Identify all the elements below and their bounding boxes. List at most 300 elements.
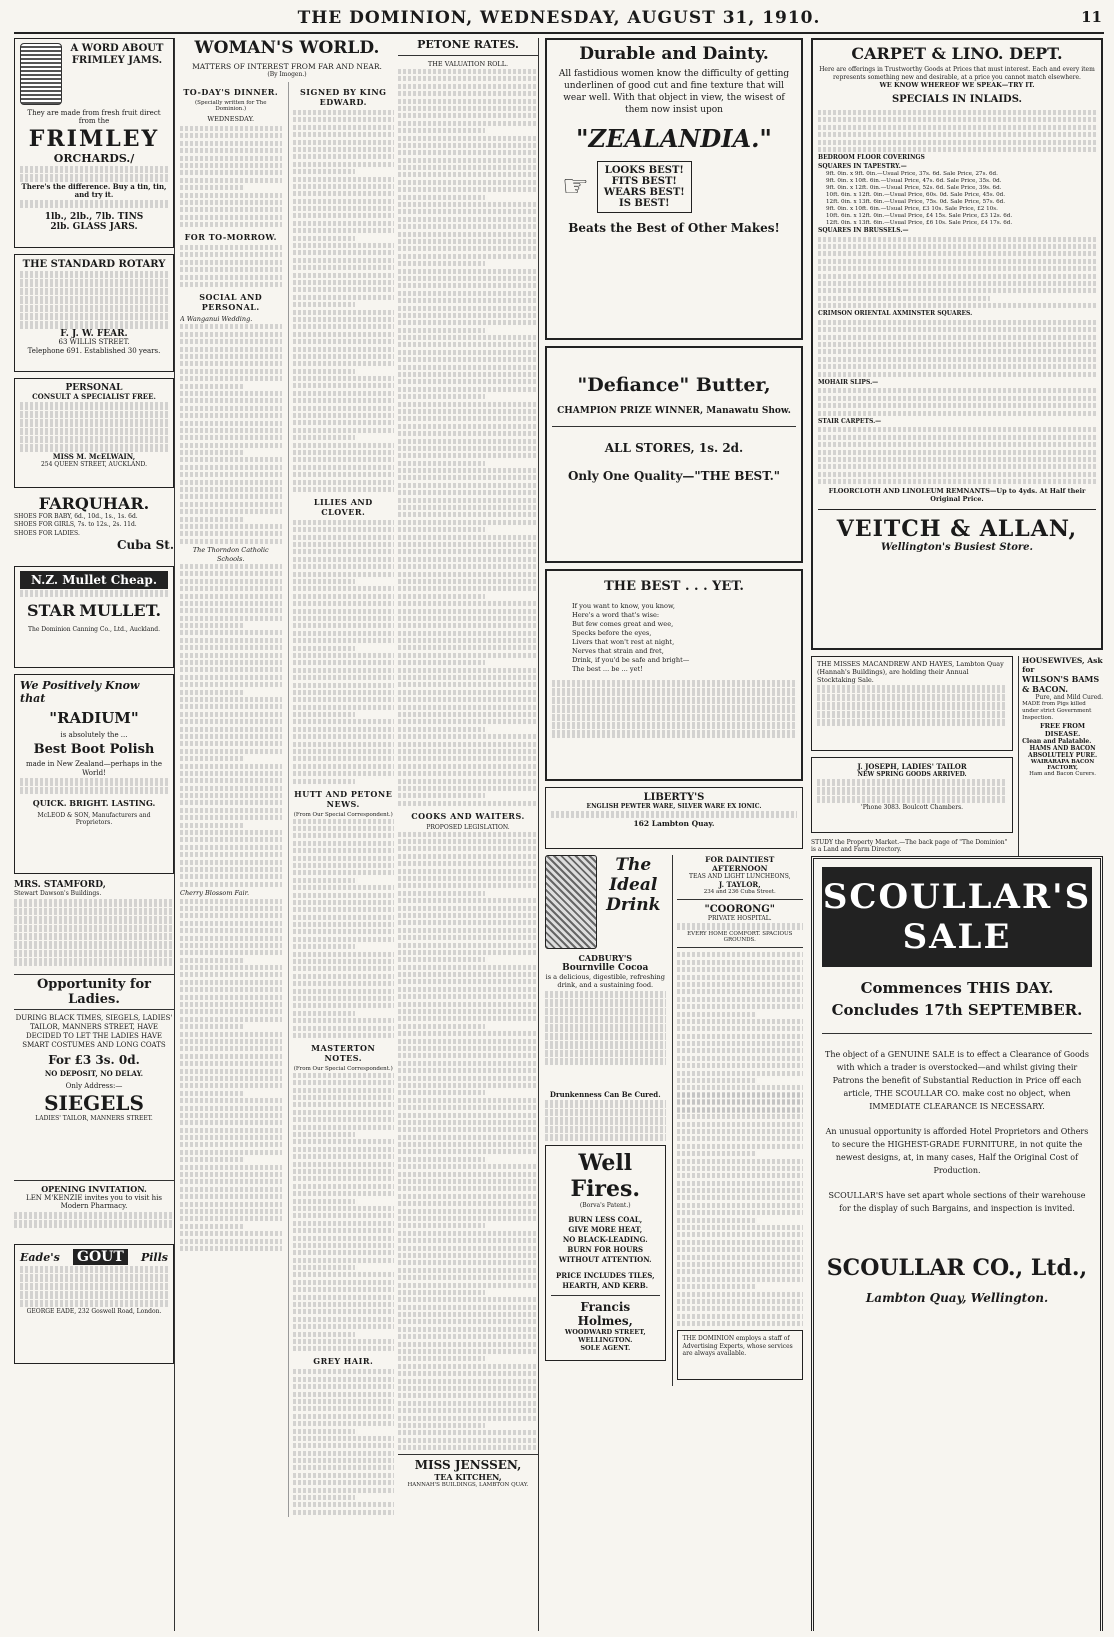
farquhar-street: Cuba St. [116, 538, 174, 553]
tailor-sub: NEW SPRING GOODS ARRIVED. [857, 771, 967, 778]
wilson-made: MADE from Pigs killed under strict Government Inspection. [1022, 701, 1092, 721]
text-line [293, 302, 356, 307]
text-line [398, 291, 538, 296]
text-line [398, 402, 538, 407]
text-line [293, 487, 395, 492]
well-point-4: BURN FOR HOURS WITHOUT ATTENTION. [558, 1245, 652, 1265]
text-line [293, 1125, 395, 1130]
text-line [398, 979, 538, 984]
wilson-sub: Pure, and Mild Cured. [1035, 694, 1103, 701]
petone-sub: THE VALUATION ROLL. [427, 60, 509, 68]
text-line [398, 69, 538, 74]
jenssen-ad [398, 1454, 538, 1488]
text-line [677, 1218, 755, 1223]
text-line [180, 185, 243, 190]
text-line [398, 727, 485, 732]
text-line [293, 989, 395, 994]
text-line [293, 1458, 395, 1463]
text-line [293, 638, 395, 643]
text-line [180, 1216, 282, 1221]
text-line [398, 1083, 538, 1088]
text-line [180, 1172, 282, 1177]
text-line [293, 110, 395, 115]
carpet-price-row: 12ft. 0in. x 13ft. 6in.—Usual Price, 75s. 0d. Sale Price, 57s. 6d. [826, 199, 1006, 206]
holmes-agent: SOLE AGENT. [580, 1344, 631, 1353]
carpet-mohair: MOHAIR SLIPS.— [818, 379, 879, 386]
text-line [180, 245, 282, 250]
text-line [398, 1201, 538, 1206]
text-line [398, 734, 538, 739]
text-line [180, 141, 282, 146]
text-line [398, 1031, 538, 1036]
text-line [180, 163, 282, 168]
text-line [677, 1151, 755, 1156]
text-line [677, 1099, 803, 1104]
dinner-sub: (Specially written for The Dominion.) [195, 100, 267, 112]
text-line [293, 572, 395, 577]
text-line [398, 609, 538, 614]
text-line [293, 734, 395, 739]
text-line [677, 1269, 803, 1274]
text-line [398, 150, 538, 155]
text-line [293, 1243, 395, 1248]
text-line [398, 1090, 485, 1095]
text-line [293, 324, 395, 329]
text-line [398, 1416, 538, 1421]
text-line [818, 464, 1096, 469]
carpet-specials: SPECIALS IN INLAIDS. [891, 94, 1023, 105]
text-line [398, 1268, 538, 1273]
text-line [398, 1319, 538, 1324]
text-line [398, 1290, 485, 1295]
text-line [677, 1122, 803, 1127]
zealandia-tag: Beats the Best of Other Makes! [568, 221, 780, 235]
text-line [180, 594, 282, 599]
text-line [293, 1176, 395, 1181]
signed-text [293, 110, 395, 492]
text-line [180, 690, 243, 695]
text-line [677, 1159, 803, 1164]
text-line [180, 487, 282, 492]
text-line [398, 505, 538, 510]
text-line [398, 549, 538, 554]
text-line [293, 653, 395, 658]
text-line [293, 1287, 395, 1292]
text-line [677, 1041, 803, 1046]
best-line: But few comes great and wee, [572, 620, 674, 628]
text-line [398, 564, 538, 569]
well-fires-ad [545, 1145, 666, 1361]
text-line [180, 845, 282, 850]
masthead [14, 6, 1104, 34]
text-line [180, 958, 243, 963]
text-line [818, 320, 1096, 325]
text-line [398, 202, 538, 207]
text-line [398, 906, 538, 911]
text-line [293, 465, 395, 470]
text-line [293, 1280, 395, 1285]
text-line [293, 1132, 356, 1137]
text-line [398, 1024, 485, 1029]
text-line [180, 704, 282, 709]
text-line [398, 165, 538, 170]
text-line [293, 1199, 356, 1204]
cherry-head: Cherry Blossom Fair. [180, 889, 250, 898]
text-line [398, 1445, 538, 1450]
text-line [398, 1039, 538, 1044]
personal-name: MISS M. McELWAIN, [52, 451, 136, 461]
text-line [180, 837, 282, 842]
mullet-ad [14, 566, 174, 668]
womans-world-right [288, 82, 395, 1517]
thorndon-head: The Thorndon Catholic Schools. [192, 546, 269, 563]
dainty-head: FOR DAINTIEST AFTERNOON [705, 855, 775, 873]
text-line [293, 690, 395, 695]
opp-l1: DURING BLACK TIMES, SIEGELS, LADIES' TAILOR, MANNERS STREET, HAVE DECIDED TO LET THE LADIES HAVE SMART COSTUMES AND LONG COATS [15, 1014, 173, 1049]
best-line: The best ... be ... yet! [572, 665, 643, 673]
text-line [818, 274, 1096, 279]
text-line [180, 786, 282, 791]
cooks-text [398, 832, 538, 1450]
dainty-addr: 234 and 236 Cuba Street. [703, 889, 776, 895]
text-line [293, 125, 395, 130]
text-line [398, 965, 538, 970]
womans-world-head: WOMAN'S WORLD. [194, 38, 380, 58]
text-line [293, 361, 395, 366]
text-line [398, 261, 485, 266]
wedding-head: A Wanganui Wedding. [180, 315, 253, 324]
text-line [398, 520, 538, 525]
text-line [677, 997, 803, 1002]
text-line [818, 411, 1096, 416]
text-line [398, 357, 538, 362]
text-line [180, 749, 282, 754]
text-line [293, 579, 356, 584]
text-line [293, 228, 395, 233]
text-line [293, 1110, 395, 1115]
text-line [180, 1202, 282, 1207]
text-line [398, 276, 538, 281]
text-line [293, 310, 395, 315]
text-line [398, 453, 538, 458]
masthead-title: THE DOMINION, WEDNESDAY, AUGUST 31, 1910. [297, 8, 821, 28]
text-line [818, 357, 1096, 362]
text-line [293, 147, 395, 152]
text-line [398, 335, 538, 340]
text-line [180, 391, 282, 396]
text-line [293, 826, 395, 831]
best-line: Livers that won't rest at night, [572, 638, 675, 646]
cherry-text [180, 899, 282, 1251]
text-line [180, 435, 282, 440]
cadbury-name: CADBURY'S [578, 953, 633, 963]
text-line [180, 502, 282, 507]
text-line [293, 1309, 395, 1314]
text-line [293, 265, 395, 270]
text-line [398, 143, 538, 148]
stair-text [818, 427, 1096, 484]
farquhar-l2: SHOES FOR GIRLS, 7s. to 12s., 2s. 11d. [14, 521, 137, 529]
farquhar-head: FARQUHAR. [38, 494, 150, 513]
text-line [180, 830, 282, 835]
text-line [293, 586, 395, 591]
text-line [293, 712, 356, 717]
text-line [180, 630, 282, 635]
text-line [293, 996, 395, 1001]
text-line [180, 1083, 282, 1088]
lilies-text [293, 520, 395, 784]
carpet-brussels: SQUARES IN BRUSSELS.— [818, 227, 909, 235]
text-line [180, 1165, 282, 1170]
text-line [293, 959, 395, 964]
text-line [398, 320, 538, 325]
mohair-text [818, 388, 1096, 415]
text-line [677, 1299, 803, 1304]
text-line [180, 428, 282, 433]
text-line [293, 132, 395, 137]
opp-l2: NO DEPOSIT, NO DELAY. [44, 1069, 144, 1078]
text-line [398, 187, 538, 192]
text-line [293, 1295, 395, 1300]
text-line [180, 494, 282, 499]
text-line [180, 943, 282, 948]
text-line [398, 424, 538, 429]
text-line [398, 957, 485, 962]
gout-mid: GOUT [73, 1249, 128, 1265]
text-line [398, 682, 538, 687]
text-line [180, 579, 282, 584]
text-line [293, 683, 395, 688]
text-line [398, 1172, 538, 1177]
text-line [677, 1092, 803, 1097]
text-line [293, 616, 395, 621]
text-line [677, 1166, 803, 1171]
radium-tag: QUICK. BRIGHT. LASTING. [32, 798, 156, 808]
text-line [677, 1136, 803, 1141]
text-line [180, 719, 282, 724]
text-line [180, 347, 282, 352]
text-line [677, 1232, 803, 1237]
text-line [293, 535, 395, 540]
text-line [180, 995, 282, 1000]
macandrew-text: THE MISSES MACANDREW AND HAYES, Lambton Quay (Hannah's Buildings), are holding their Annual Stocktaking Sale. [817, 660, 1004, 684]
text-line [398, 1342, 538, 1347]
text-line [180, 1120, 282, 1125]
text-line [677, 1012, 755, 1017]
zealandia-point-2: FITS BEST! [611, 176, 677, 187]
text-line [180, 965, 282, 970]
text-line [180, 586, 282, 591]
inlaid-text [818, 110, 1096, 152]
text-line [180, 398, 282, 403]
text-line [677, 952, 803, 957]
text-line [293, 646, 356, 651]
petone-text [398, 69, 538, 806]
defiance-sub: CHAMPION PRIZE WINNER, Manawatu Show. [557, 406, 791, 416]
cadbury-row [545, 855, 803, 1091]
text-line [180, 1113, 282, 1118]
scoullar-end: Concludes 17th SEPTEMBER. [831, 1001, 1083, 1019]
text-line [180, 564, 282, 569]
text-line [293, 369, 356, 374]
text-line [180, 1076, 282, 1081]
radium-brand: "RADIUM" [49, 709, 139, 727]
text-line [818, 435, 1096, 440]
text-line [677, 1026, 803, 1031]
text-line [293, 779, 356, 784]
text-line [180, 1128, 282, 1133]
text-line [818, 327, 1096, 332]
page-number: 11 [1081, 8, 1102, 26]
text-line [293, 1451, 395, 1456]
text-line [293, 1191, 395, 1196]
text-line [293, 413, 395, 418]
text-line [180, 156, 282, 161]
personal-head: PERSONAL [65, 383, 123, 393]
text-line [180, 215, 282, 220]
text-line [293, 354, 395, 359]
brussels-text [818, 237, 1096, 309]
text-line [677, 1048, 803, 1053]
text-line [293, 243, 395, 248]
masterton-sub: (From Our Special Correspondent.) [293, 1065, 393, 1072]
carpet-stair: STAIR CARPETS.— [818, 417, 882, 425]
text-line [677, 1195, 803, 1200]
footer-dominion: THE DOMINION employs a staff of Advertising Experts, whose services are always available. [682, 1335, 793, 1357]
text-line [677, 1321, 803, 1326]
text-line [180, 682, 282, 687]
scoullar-start: Commences THIS DAY. [860, 979, 1054, 997]
text-line [180, 457, 282, 462]
text-line [818, 140, 1096, 145]
text-line [180, 539, 282, 544]
text-line [180, 601, 282, 606]
text-line [398, 594, 485, 599]
text-line [677, 1292, 803, 1297]
text-line [677, 1071, 803, 1076]
scoullar-p3: SCOULLAR'S have set apart whole sections of their warehouse for the display of such Bargains, and inspection is invited. [828, 1191, 1086, 1213]
text-line [398, 1016, 538, 1021]
text-line [293, 1250, 395, 1255]
coorong-head: "COORONG" [704, 904, 776, 915]
study-text: STUDY the Property Market.—The back page of "The Dominion" is a Land and Farm Directory. [811, 839, 1008, 854]
text-line [818, 335, 1096, 340]
text-line [677, 1203, 803, 1208]
text-line [398, 172, 538, 177]
column-text [677, 1092, 803, 1326]
wilson-pure: ABSOLUTELY PURE. [1028, 752, 1098, 759]
text-line [398, 1379, 538, 1384]
text-line [180, 950, 282, 955]
text-line [398, 475, 538, 480]
text-line [293, 1510, 395, 1515]
text-line [180, 267, 282, 272]
text-line [677, 1063, 803, 1068]
text-line [677, 1114, 803, 1119]
zealandia-point-1: LOOKS BEST! [604, 165, 684, 176]
mullet-brand: STAR [26, 601, 76, 621]
text-line [398, 1142, 538, 1147]
text-line [818, 110, 1096, 115]
zealandia-points [597, 161, 692, 213]
text-line [293, 841, 395, 846]
holmes-addr: WOODWARD STREET, [564, 1328, 646, 1337]
text-line [180, 421, 282, 426]
text-line [293, 117, 395, 122]
text-line [398, 379, 538, 384]
text-line [398, 498, 538, 503]
text-line [398, 1305, 538, 1310]
opp-brand2: LADIES' TAILOR, MANNERS STREET. [35, 1114, 153, 1122]
text-line [677, 1262, 803, 1267]
text-line [398, 1105, 538, 1110]
text-line [398, 1098, 538, 1103]
text-line [180, 361, 282, 366]
text-line [293, 406, 395, 411]
text-line [180, 645, 282, 650]
masterton-head: MASTERTON NOTES. [311, 1042, 376, 1063]
text-line [398, 1349, 538, 1354]
text-line [677, 989, 803, 994]
text-line [398, 283, 538, 288]
text-line [398, 764, 538, 769]
womans-world-by: (By Imogen.) [267, 71, 307, 78]
text-line [818, 403, 1096, 408]
joseph-tailor-ad [811, 757, 1013, 833]
text-line [398, 994, 538, 999]
text-line [677, 1144, 803, 1149]
frimley-intro: They are made from fresh fruit direct from the [27, 109, 161, 126]
text-line [293, 1011, 356, 1016]
text-line [293, 1228, 395, 1233]
carpet-head: CARPET & LINO. DEPT. [851, 44, 1063, 63]
cocoa-tin-icon [545, 855, 597, 949]
text-line [677, 1306, 803, 1311]
wilson-ad [1018, 656, 1103, 856]
carpet-price-row: 12ft. 0in. x 13ft. 6in.—Usual Price, £6 10s. Sale Price, £4 17s. 6d. [826, 220, 1013, 227]
text-line [398, 572, 538, 577]
text-line [677, 1277, 803, 1282]
farquhar-l3: SHOES FOR LADIES. [14, 529, 80, 537]
text-line [293, 1399, 395, 1404]
text-line [398, 1430, 538, 1435]
text-line [293, 660, 395, 665]
text-line [398, 1327, 538, 1332]
text-line [398, 1216, 538, 1221]
arbitration-text [677, 952, 803, 1112]
defiance-stores: ALL STORES, 1s. 2d. [604, 441, 744, 455]
petone-column [398, 38, 539, 1631]
cadbury-ad [545, 855, 666, 1091]
text-line [398, 209, 538, 214]
text-line [293, 594, 395, 599]
text-line [180, 1091, 243, 1096]
text-line [398, 269, 538, 274]
text-line [180, 936, 282, 941]
text-line [677, 1034, 803, 1039]
text-line [293, 258, 395, 263]
text-line [180, 987, 282, 992]
text-line [293, 1302, 395, 1307]
farquhar-l1: SHOES FOR BABY, 6d., 10d., 1s., 1s. 6d. [14, 513, 138, 520]
text-line [180, 1150, 282, 1155]
text-line [398, 623, 538, 628]
text-line [398, 1283, 538, 1288]
text-line [398, 512, 538, 517]
text-line [398, 1002, 538, 1007]
macandrew-column [811, 656, 1013, 856]
text-line [398, 217, 538, 222]
